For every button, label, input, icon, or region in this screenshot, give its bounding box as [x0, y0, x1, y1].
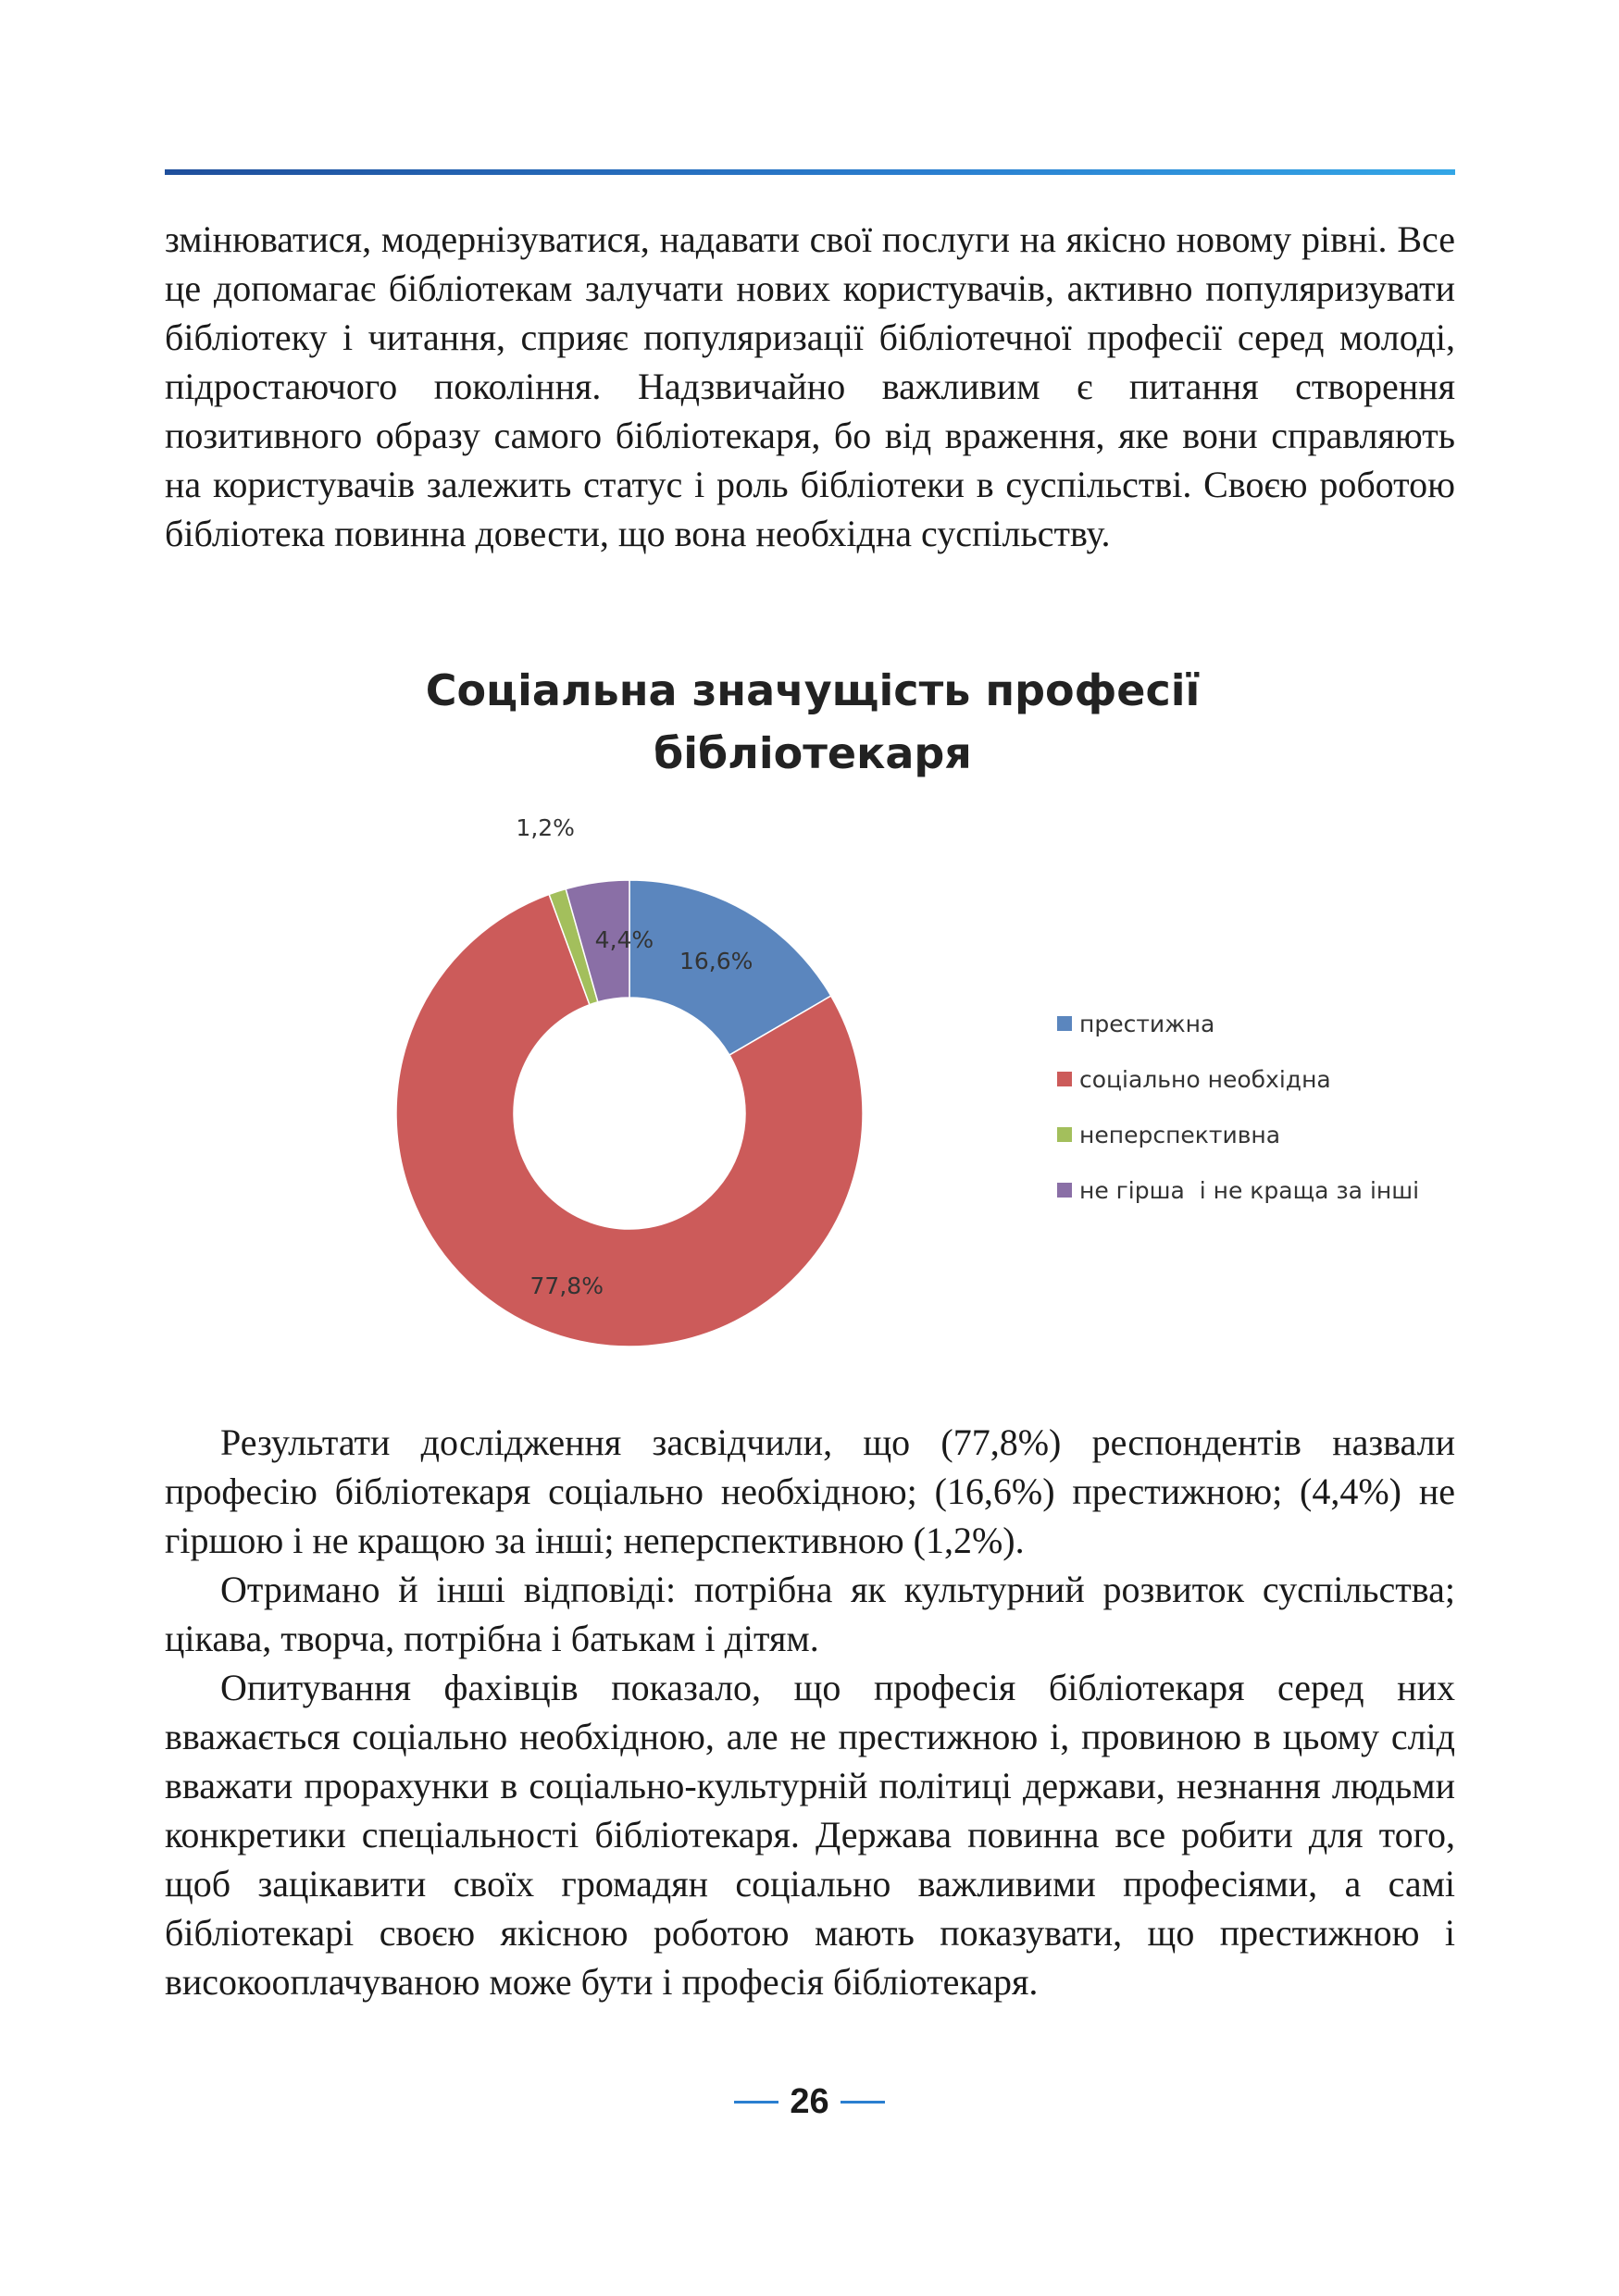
legend-label: соціально необхідна	[1079, 1065, 1331, 1093]
chart-legend	[1057, 996, 1419, 1218]
legend-item	[1057, 1162, 1419, 1218]
legend-label: престижна	[1079, 1010, 1215, 1037]
legend-item	[1057, 1051, 1419, 1107]
page-number-dash-left	[734, 2101, 778, 2104]
paragraph: Опитування фахівців показало, що професія бібліотекаря серед них вважається соціально необхідною, але не престижною і, провиною в цьому слід вважати прорахунки в соціально-культурній політиці держави, незнання людьми конкретики спеціальності бібліотекаря. Держава повинна все робити для того, щоб зацікавити своїх громадян соціально важливими професіями, а самі бібліотекарі своєю якісною роботою мають показувати, що престижною і високооплачуваною може бути і професія бібліотекаря.	[165, 1667, 1455, 2003]
chart-title-line2: бібліотекаря	[654, 728, 972, 778]
slice-data-label: 4,4%	[594, 925, 654, 953]
legend-label: не гірша і не краща за інші	[1079, 1176, 1420, 1204]
page-number-text: 26	[790, 2082, 829, 2121]
legend-swatch	[1057, 1016, 1072, 1031]
legend-item	[1057, 1107, 1419, 1162]
paragraph: Отримано й інші відповіді: потрібна як культурний розвиток суспільства; цікава, творча, потрібна і батькам і дітям.	[165, 1569, 1455, 1659]
legend-swatch	[1057, 1127, 1072, 1142]
page-number	[0, 2082, 1619, 2122]
legend-swatch	[1057, 1072, 1072, 1086]
slice-data-label: 1,2%	[516, 814, 575, 842]
body-text-bottom	[165, 1418, 1455, 2006]
legend-swatch	[1057, 1183, 1072, 1198]
page-number-dash-right	[841, 2101, 885, 2104]
slice-data-label: 77,8%	[529, 1272, 604, 1300]
chart-title-line1: Соціальна значущість професії	[425, 665, 1201, 715]
slice-data-label: 16,6%	[679, 947, 753, 974]
paragraph: Результати дослідження засвідчили, що (77,8%) респондентів назвали професію бібліотекаря соціально необхідною; (16,6%) престижною; (4,4%) не гіршою і не кращою за інші; неперспективною (1,2%).	[165, 1421, 1455, 1561]
paragraph: змінюватися, модернізуватися, надавати свої послуги на якісно новому рівні. Все це допомагає бібліотекам залучати нових користувачів, активно популяризувати бібліотеку і читання, сприяє популяризації бібліотечної професії серед молоді, підростаючого покоління. Надзвичайно важливим є питання створення позитивного образу самого бібліотекаря, бо від враження, яке вони справляють на користувачів залежить статус і роль бібліотеки в суспільстві. Своєю роботою бібліотека повинна довести, що вона необхідна суспільству.	[165, 218, 1455, 554]
legend-item	[1057, 996, 1419, 1051]
legend-label: неперспективна	[1079, 1121, 1281, 1148]
